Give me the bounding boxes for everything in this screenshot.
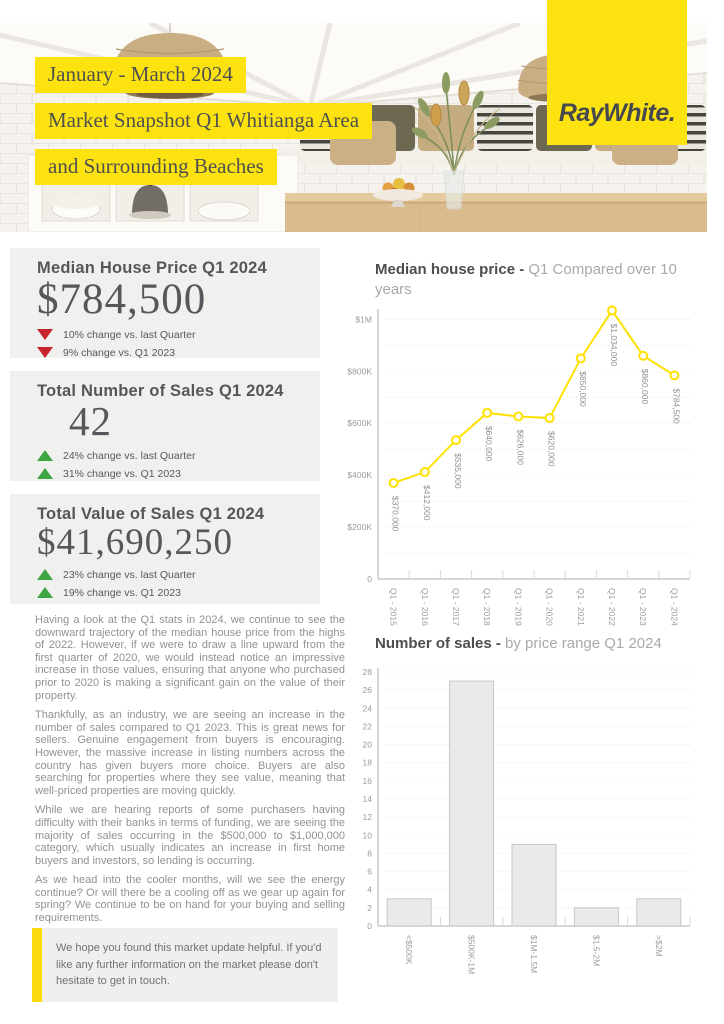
- bar-chart-title: Number of sales - by price range Q1 2024: [375, 635, 662, 652]
- svg-text:Q1 - 2021: Q1 - 2021: [575, 588, 586, 626]
- change-label: 24% change vs. last Quarter: [63, 449, 196, 462]
- svg-text:0: 0: [367, 574, 372, 584]
- change-row: [37, 345, 304, 361]
- report-period-title: January - March 2024: [35, 57, 246, 93]
- svg-text:8: 8: [367, 848, 372, 859]
- svg-text:>$2M: >$2M: [653, 935, 664, 957]
- paragraph: As we head into the cooler months, will we see the energy continue? Or will there be a cooling off as we gear up again for spring? We continue to be on hand for your buying and selling requirements.: [35, 874, 345, 925]
- dining-table: [285, 193, 707, 232]
- svg-text:Q1 - 2017: Q1 - 2017: [451, 588, 461, 626]
- svg-text:$626,000: $626,000: [515, 429, 526, 465]
- change-label: 23% change vs. last Quarter: [63, 568, 196, 581]
- up-triangle-icon: [37, 450, 53, 461]
- svg-text:$860,000: $860,000: [640, 368, 651, 405]
- sales-by-price-bar-chart: [340, 658, 706, 978]
- svg-text:$850,000: $850,000: [577, 371, 588, 407]
- up-triangle-icon: [37, 587, 53, 598]
- svg-text:14: 14: [362, 794, 372, 804]
- svg-text:$600K: $600K: [347, 418, 372, 429]
- up-triangle-icon: [37, 569, 53, 580]
- sales-value-card: [10, 494, 320, 604]
- svg-text:$400K: $400K: [347, 470, 372, 481]
- note-text: We hope you found this market update helpful. If you'd like any further information on the market please don't hesitate to get in touch.: [42, 928, 338, 1002]
- sales-by-price-chart: [340, 634, 706, 978]
- svg-text:Q1 - 2018: Q1 - 2018: [482, 588, 493, 626]
- up-triangle-icon: [37, 468, 53, 479]
- stat-value: $41,690,250: [37, 522, 233, 563]
- svg-text:24: 24: [362, 703, 372, 714]
- svg-text:20: 20: [362, 739, 372, 750]
- note-box: [32, 928, 338, 1002]
- svg-text:26: 26: [362, 685, 372, 696]
- svg-text:22: 22: [362, 721, 372, 732]
- change-label: 31% change vs. Q1 2023: [63, 467, 181, 480]
- change-row: [37, 466, 304, 482]
- svg-text:Q1 - 2019: Q1 - 2019: [513, 588, 524, 626]
- svg-text:18: 18: [362, 757, 372, 768]
- svg-text:Q1 - 2024: Q1 - 2024: [669, 588, 680, 626]
- raywhite-logo: [547, 0, 687, 145]
- note-accent-bar: [32, 928, 42, 1002]
- change-label: 9% change vs. Q1 2023: [63, 346, 176, 359]
- sales-count-card: [10, 371, 320, 481]
- svg-text:Q1 - 2020: Q1 - 2020: [544, 588, 555, 626]
- svg-text:$1M: $1M: [355, 314, 372, 325]
- change-row: [37, 448, 304, 464]
- svg-text:$200K: $200K: [347, 522, 372, 533]
- svg-text:12: 12: [362, 812, 372, 823]
- svg-text:$800K: $800K: [347, 366, 372, 377]
- stat-title: Median House Price Q1 2024: [37, 259, 267, 277]
- stat-title: Total Value of Sales Q1 2024: [37, 505, 265, 523]
- svg-text:0: 0: [367, 921, 372, 931]
- down-triangle-icon: [37, 329, 53, 340]
- paragraph: While we are hearing reports of some purchasers having difficulty with their banks in terms of funding, we are seeing the majority of sales occurring in the $500,000 to $1,000,000 category, which usually indicates an increase in first home buyers and investors, so lending is occurring.: [35, 804, 345, 867]
- down-triangle-icon: [37, 347, 53, 358]
- svg-text:2: 2: [367, 902, 372, 913]
- svg-text:Q1 - 2016: Q1 - 2016: [419, 588, 430, 626]
- svg-text:28: 28: [362, 667, 372, 677]
- stat-title: Total Number of Sales Q1 2024: [37, 382, 284, 400]
- change-row: [37, 327, 304, 343]
- commentary-section: [35, 614, 345, 932]
- svg-text:$640,000: $640,000: [484, 425, 495, 462]
- stat-value: $784,500: [37, 276, 207, 323]
- line-chart-title: Median house price - Q1 Compared over 10 years: [375, 261, 677, 298]
- svg-text:Q1 - 2015: Q1 - 2015: [388, 588, 399, 626]
- svg-text:Q1 - 2022: Q1 - 2022: [607, 588, 617, 626]
- svg-text:$784,500: $784,500: [671, 388, 682, 424]
- change-row: [37, 585, 304, 601]
- change-row: [37, 567, 304, 583]
- paragraph: Having a look at the Q1 stats in 2024, we continue to see the downward trajectory of the median house price from the highs of 2022. However, if we were to draw a line upward from the first quarter of 2020, we would instead notice an impressive increase in those values, ensuring that anyone who purchased prior to 2020 is making a significant gain on the value of their property.: [35, 614, 345, 702]
- change-label: 19% change vs. Q1 2023: [63, 586, 181, 599]
- median-price-line-chart: [340, 304, 706, 634]
- svg-text:$1M-1.5M: $1M-1.5M: [529, 935, 539, 974]
- svg-text:<$500K: <$500K: [404, 935, 415, 965]
- svg-text:6: 6: [367, 866, 372, 877]
- change-label: 10% change vs. last Quarter: [63, 328, 196, 341]
- svg-text:$535,000: $535,000: [453, 453, 463, 489]
- svg-text:$370,000: $370,000: [390, 495, 401, 532]
- svg-text:16: 16: [362, 775, 372, 786]
- svg-text:Q1 - 2023: Q1 - 2023: [638, 588, 649, 626]
- report-subtitle: and Surrounding Beaches: [35, 149, 277, 185]
- svg-text:$1,034,000: $1,034,000: [609, 323, 619, 367]
- svg-text:$620,000: $620,000: [546, 431, 557, 467]
- stats-column: [10, 248, 320, 617]
- svg-text:$412,000: $412,000: [421, 485, 432, 521]
- svg-text:4: 4: [367, 884, 372, 895]
- median-price-card: [10, 248, 320, 358]
- stat-value: 42: [69, 398, 112, 444]
- svg-text:10: 10: [362, 830, 372, 841]
- svg-text:$1.5-2M: $1.5-2M: [591, 935, 602, 967]
- median-price-chart: [340, 260, 706, 634]
- svg-text:$500K-1M: $500K-1M: [466, 935, 477, 975]
- report-main-title: Market Snapshot Q1 Whitianga Area: [35, 103, 372, 139]
- raywhite-logo-text: RayWhite.: [558, 99, 676, 127]
- white-bowl-2: [198, 202, 250, 220]
- paragraph: Thankfully, as an industry, we are seeing an increase in the number of sales compared to Q1 2023. This is great news for sellers. Genuine engagement from buyers is encouraging. However, the massive increase in listing numbers across the country has given buyers more choice. Buyers are also searching for properties where they see value, meaning that well-priced properties are moving quickly.: [35, 709, 345, 797]
